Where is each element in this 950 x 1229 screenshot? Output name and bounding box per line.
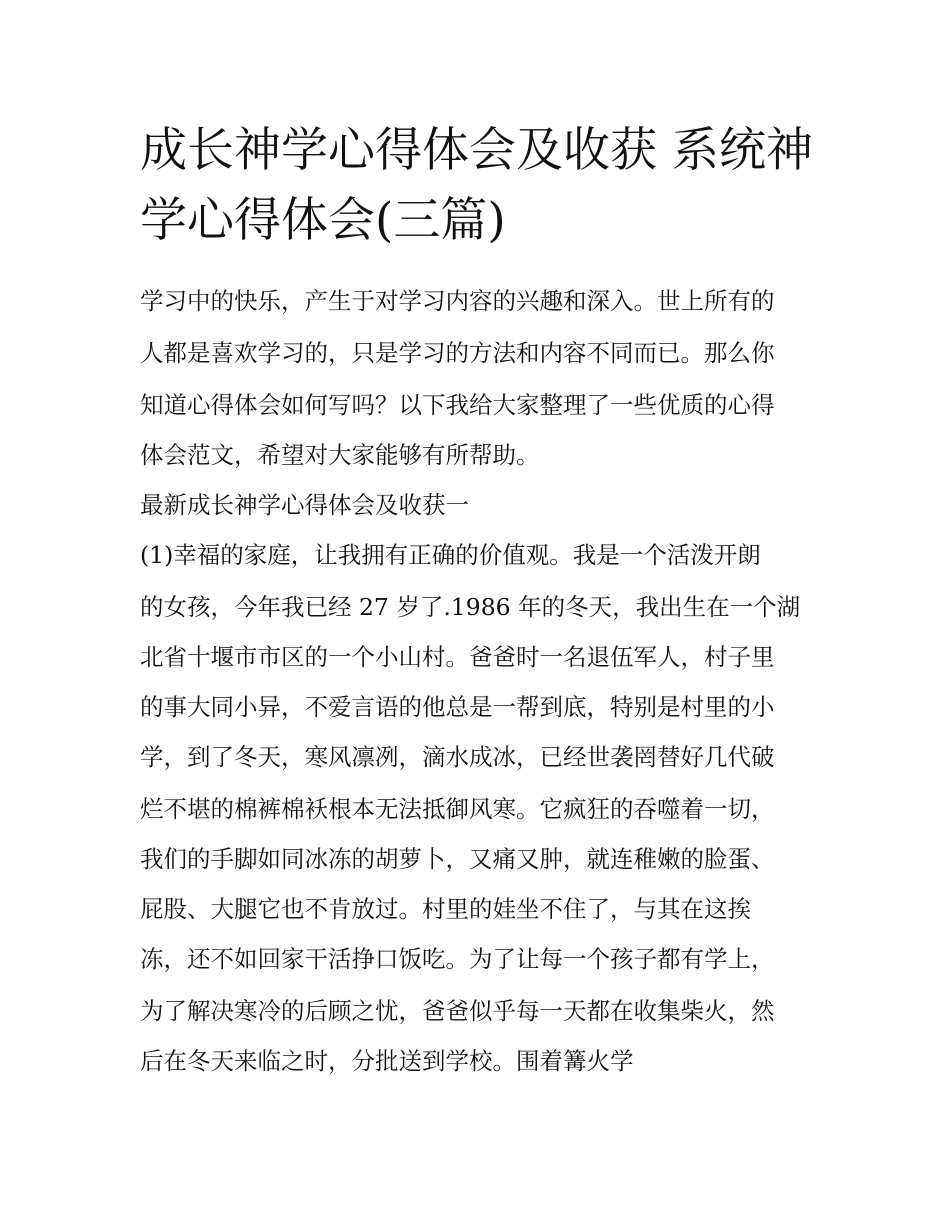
- paragraph-line-7: 的女孩，今年我已经 27 岁了.1986 年的冬天，我出生在一个湖: [140, 593, 801, 621]
- paragraph-line-3: 知道心得体会如何写吗？以下我给大家整理了一些优质的心得: [140, 391, 775, 419]
- paragraph-line-2: 人都是喜欢学习的，只是学习的方法和内容不同而已。那么你: [140, 339, 775, 367]
- paragraph-line-8: 北省十堰市市区的一个小山村。爸爸时一名退伍军人，村子里: [140, 643, 775, 671]
- paragraph-line-6: (1)幸福的家庭，让我拥有正确的价值观。我是一个活泼开朗: [140, 541, 761, 569]
- paragraph-line-10: 学，到了冬天，寒风凛冽，滴水成冰，已经世袭罔替好几代破: [140, 743, 775, 771]
- paragraph-line-13: 屁股、大腿它也不肯放过。村里的娃坐不住了，与其在这挨: [140, 895, 751, 923]
- paragraph-line-12: 我们的手脚如同冰冻的胡萝卜，又痛又肿，就连稚嫩的脸蛋、: [140, 845, 775, 873]
- paragraph-line-9: 的事大同小异，不爱言语的他总是一帮到底，特别是村里的小: [140, 693, 775, 721]
- section-heading: 最新成长神学心得体会及收获一: [140, 491, 469, 519]
- paragraph-line-14: 冻，还不如回家干活挣口饭吃。为了让每一个孩子都有学上，: [140, 945, 775, 973]
- paragraph-line-4: 体会范文，希望对大家能够有所帮助。: [140, 441, 540, 469]
- paragraph-line-15: 为了解决寒冷的后顾之忧，爸爸似乎每一天都在收集柴火，然: [140, 997, 775, 1025]
- paragraph-line-11: 烂不堪的棉裤棉袄根本无法抵御风寒。它疯狂的吞噬着一切，: [140, 795, 775, 823]
- paragraph-line-1: 学习中的快乐，产生于对学习内容的兴趣和深入。世上所有的: [140, 287, 775, 315]
- paragraph-line-16: 后在冬天来临之时，分批送到学校。围着篝火学: [140, 1047, 634, 1075]
- document-title: 成长神学心得体会及收获 系统神学心得体会(三篇): [140, 123, 813, 248]
